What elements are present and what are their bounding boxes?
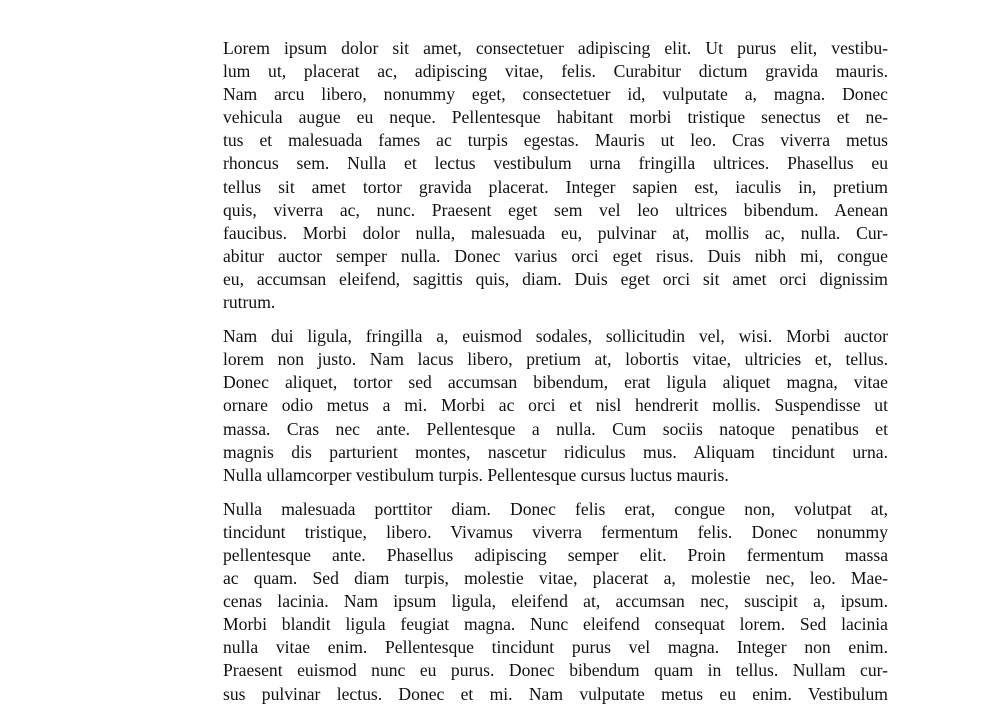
paragraph bbox=[223, 325, 888, 487]
text-line: abitur auctor semper nulla. Donec varius orci eget risus. Duis nibh mi, congue bbox=[223, 245, 888, 266]
text-line: Morbi blandit ligula feugiat magna. Nunc eleifend consequat lorem. Sed lacinia bbox=[223, 614, 888, 635]
text-line: quis, viverra ac, nunc. Praesent eget sem vel leo ultrices bibendum. Aenean bbox=[223, 199, 888, 220]
text-line: sus pulvinar lectus. Donec et mi. Nam vulputate metus eu enim. Vestibulum bbox=[223, 683, 888, 704]
text-line: tincidunt tristique, libero. Vivamus viverra fermentum felis. Donec nonummy bbox=[223, 521, 888, 542]
text-line: Donec aliquet, tortor sed accumsan bibendum, erat ligula aliquet magna, vitae bbox=[223, 372, 888, 393]
text-line: eu, accumsan eleifend, sagittis quis, diam. Duis eget orci sit amet orci dignissim bbox=[223, 268, 888, 289]
text-line: lorem non justo. Nam lacus libero, pretium at, lobortis vitae, ultricies et, tellus. bbox=[223, 349, 888, 370]
text-line: pellentesque ante. Phasellus adipiscing semper elit. Proin fermentum massa bbox=[223, 544, 888, 565]
document-page bbox=[223, 37, 888, 717]
text-line: rhoncus sem. Nulla et lectus vestibulum urna fringilla ultrices. Phasellus eu bbox=[223, 153, 888, 174]
text-line: lum ut, placerat ac, adipiscing vitae, felis. Curabitur dictum gravida mauris. bbox=[223, 61, 888, 82]
text-line: Nulla malesuada porttitor diam. Donec felis erat, congue non, volutpat at, bbox=[223, 498, 888, 519]
text-line: ornare odio metus a mi. Morbi ac orci et nisl hendrerit mollis. Suspendisse ut bbox=[223, 395, 888, 416]
text-line: tellus sit amet tortor gravida placerat. Integer sapien est, iaculis in, pretium bbox=[223, 176, 888, 197]
text-line: nulla vitae enim. Pellentesque tincidunt purus vel magna. Integer non enim. bbox=[223, 637, 888, 658]
text-line: magnis dis parturient montes, nascetur ridiculus mus. Aliquam tincidunt urna. bbox=[223, 441, 888, 462]
text-line: Lorem ipsum dolor sit amet, consectetuer adipiscing elit. Ut purus elit, vestibu- bbox=[223, 38, 888, 58]
text-line: rutrum. bbox=[223, 292, 276, 313]
text-line: ac quam. Sed diam turpis, molestie vitae, placerat a, molestie nec, leo. Mae- bbox=[223, 568, 888, 589]
text-line: tus et malesuada fames ac turpis egestas. Mauris ut leo. Cras viverra metus bbox=[223, 130, 888, 151]
paragraph bbox=[223, 498, 888, 706]
text-line: Nulla ullamcorper vestibulum turpis. Pellentesque cursus luctus mauris. bbox=[223, 464, 729, 485]
text-line: faucibus. Morbi dolor nulla, malesuada eu, pulvinar at, mollis ac, nulla. Cur- bbox=[223, 222, 888, 243]
text-line: massa. Cras nec ante. Pellentesque a nulla. Cum sociis natoque penatibus et bbox=[223, 418, 888, 439]
text-line: cenas lacinia. Nam ipsum ligula, eleifend at, accumsan nec, suscipit a, ipsum. bbox=[223, 591, 888, 612]
text-line: vehicula augue eu neque. Pellentesque habitant morbi tristique senectus et ne- bbox=[223, 107, 888, 128]
paragraph bbox=[223, 37, 888, 314]
text-line: Nam dui ligula, fringilla a, euismod sodales, sollicitudin vel, wisi. Morbi auctor bbox=[223, 326, 888, 347]
text-line: Nam arcu libero, nonummy eget, consectetuer id, vulputate a, magna. Donec bbox=[223, 84, 888, 105]
text-line: Praesent euismod nunc eu purus. Donec bibendum quam in tellus. Nullam cur- bbox=[223, 660, 888, 681]
